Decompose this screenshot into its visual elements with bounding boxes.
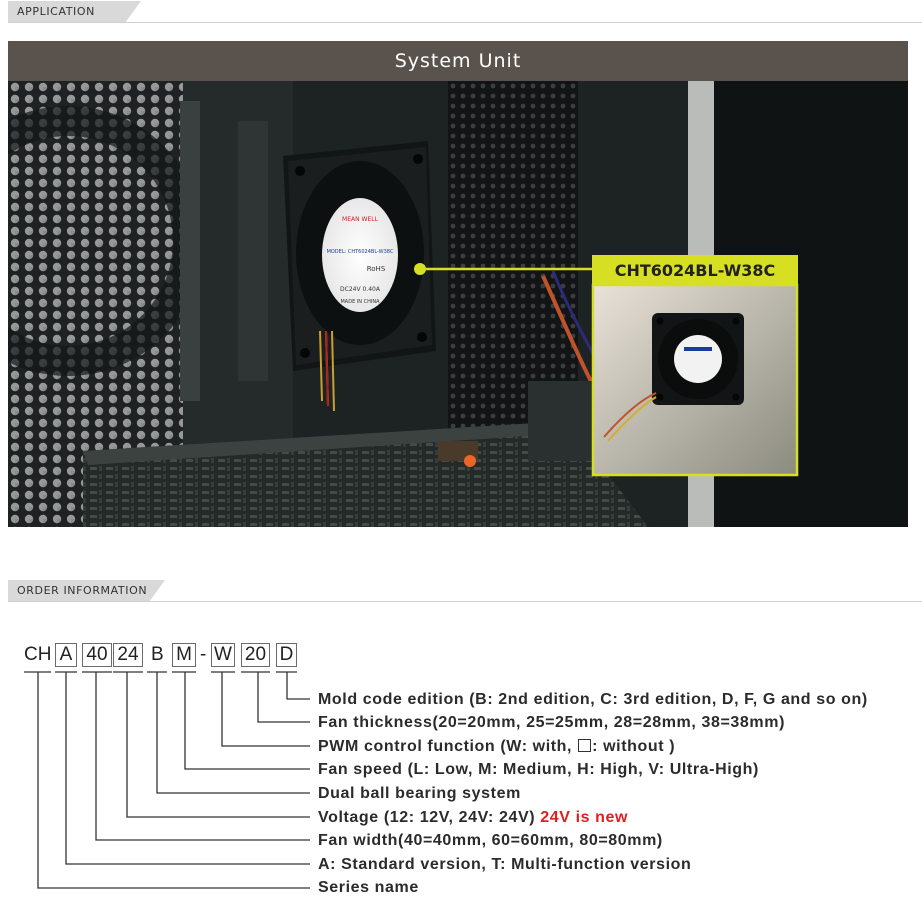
fan-rohs-text: RoHS [366,265,386,273]
desc-fan-width: Fan width(40=40mm, 60=60mm, 80=80mm) [318,832,663,849]
desc-fan-thickness: Fan thickness(20=20mm, 25=25mm, 28=28mm, 38=38mm) [318,714,785,731]
empty-box-icon [578,739,591,752]
desc-voltage [318,808,628,828]
desc-fan-speed: Fan speed (L: Low, M: Medium, H: High, V: Ultra-High) [318,761,759,778]
code-part-version: A [55,643,77,667]
code-part-voltage: 24 [113,643,143,667]
desc-pwm-suffix: : without ) [592,738,676,755]
code-part-mold: D [276,643,297,667]
photo-title: System Unit [8,41,908,81]
desc-voltage-new: 24V is new [540,809,629,826]
code-part-width: 40 [82,643,112,667]
order-section-label: ORDER INFORMATION [17,584,148,597]
desc-voltage-text: Voltage (12: 12V, 24V: 24V) [318,809,541,826]
fan-rating-text: DC24V 0.40A [340,286,380,293]
desc-series-name: Series name [318,879,419,896]
code-part-bearing: B [151,644,164,665]
code-part-thickness: 20 [241,643,270,667]
fan-origin-text: MADE IN CHINA [340,299,380,305]
desc-pwm-prefix: PWM control function (W: with, [318,738,578,755]
desc-version: A: Standard version, T: Multi-function version [318,856,692,873]
fan-brand-text: MEAN WELL [342,216,378,223]
code-part-pwm: W [211,643,235,667]
fan-model-text: MODEL: CHT6024BL-W38C [326,249,394,255]
callout-model-label: CHT6024BL-W38C [614,261,776,280]
code-part-series: CH [24,644,52,665]
code-part-speed: M [172,643,196,667]
desc-mold-code: Mold code edition (B: 2nd edition, C: 3rd edition, D, F, G and so on) [318,691,868,708]
code-part-dash: - [200,644,207,665]
desc-pwm-control [318,737,675,757]
desc-bearing: Dual ball bearing system [318,785,521,802]
application-section-label: APPLICATION [17,5,95,18]
